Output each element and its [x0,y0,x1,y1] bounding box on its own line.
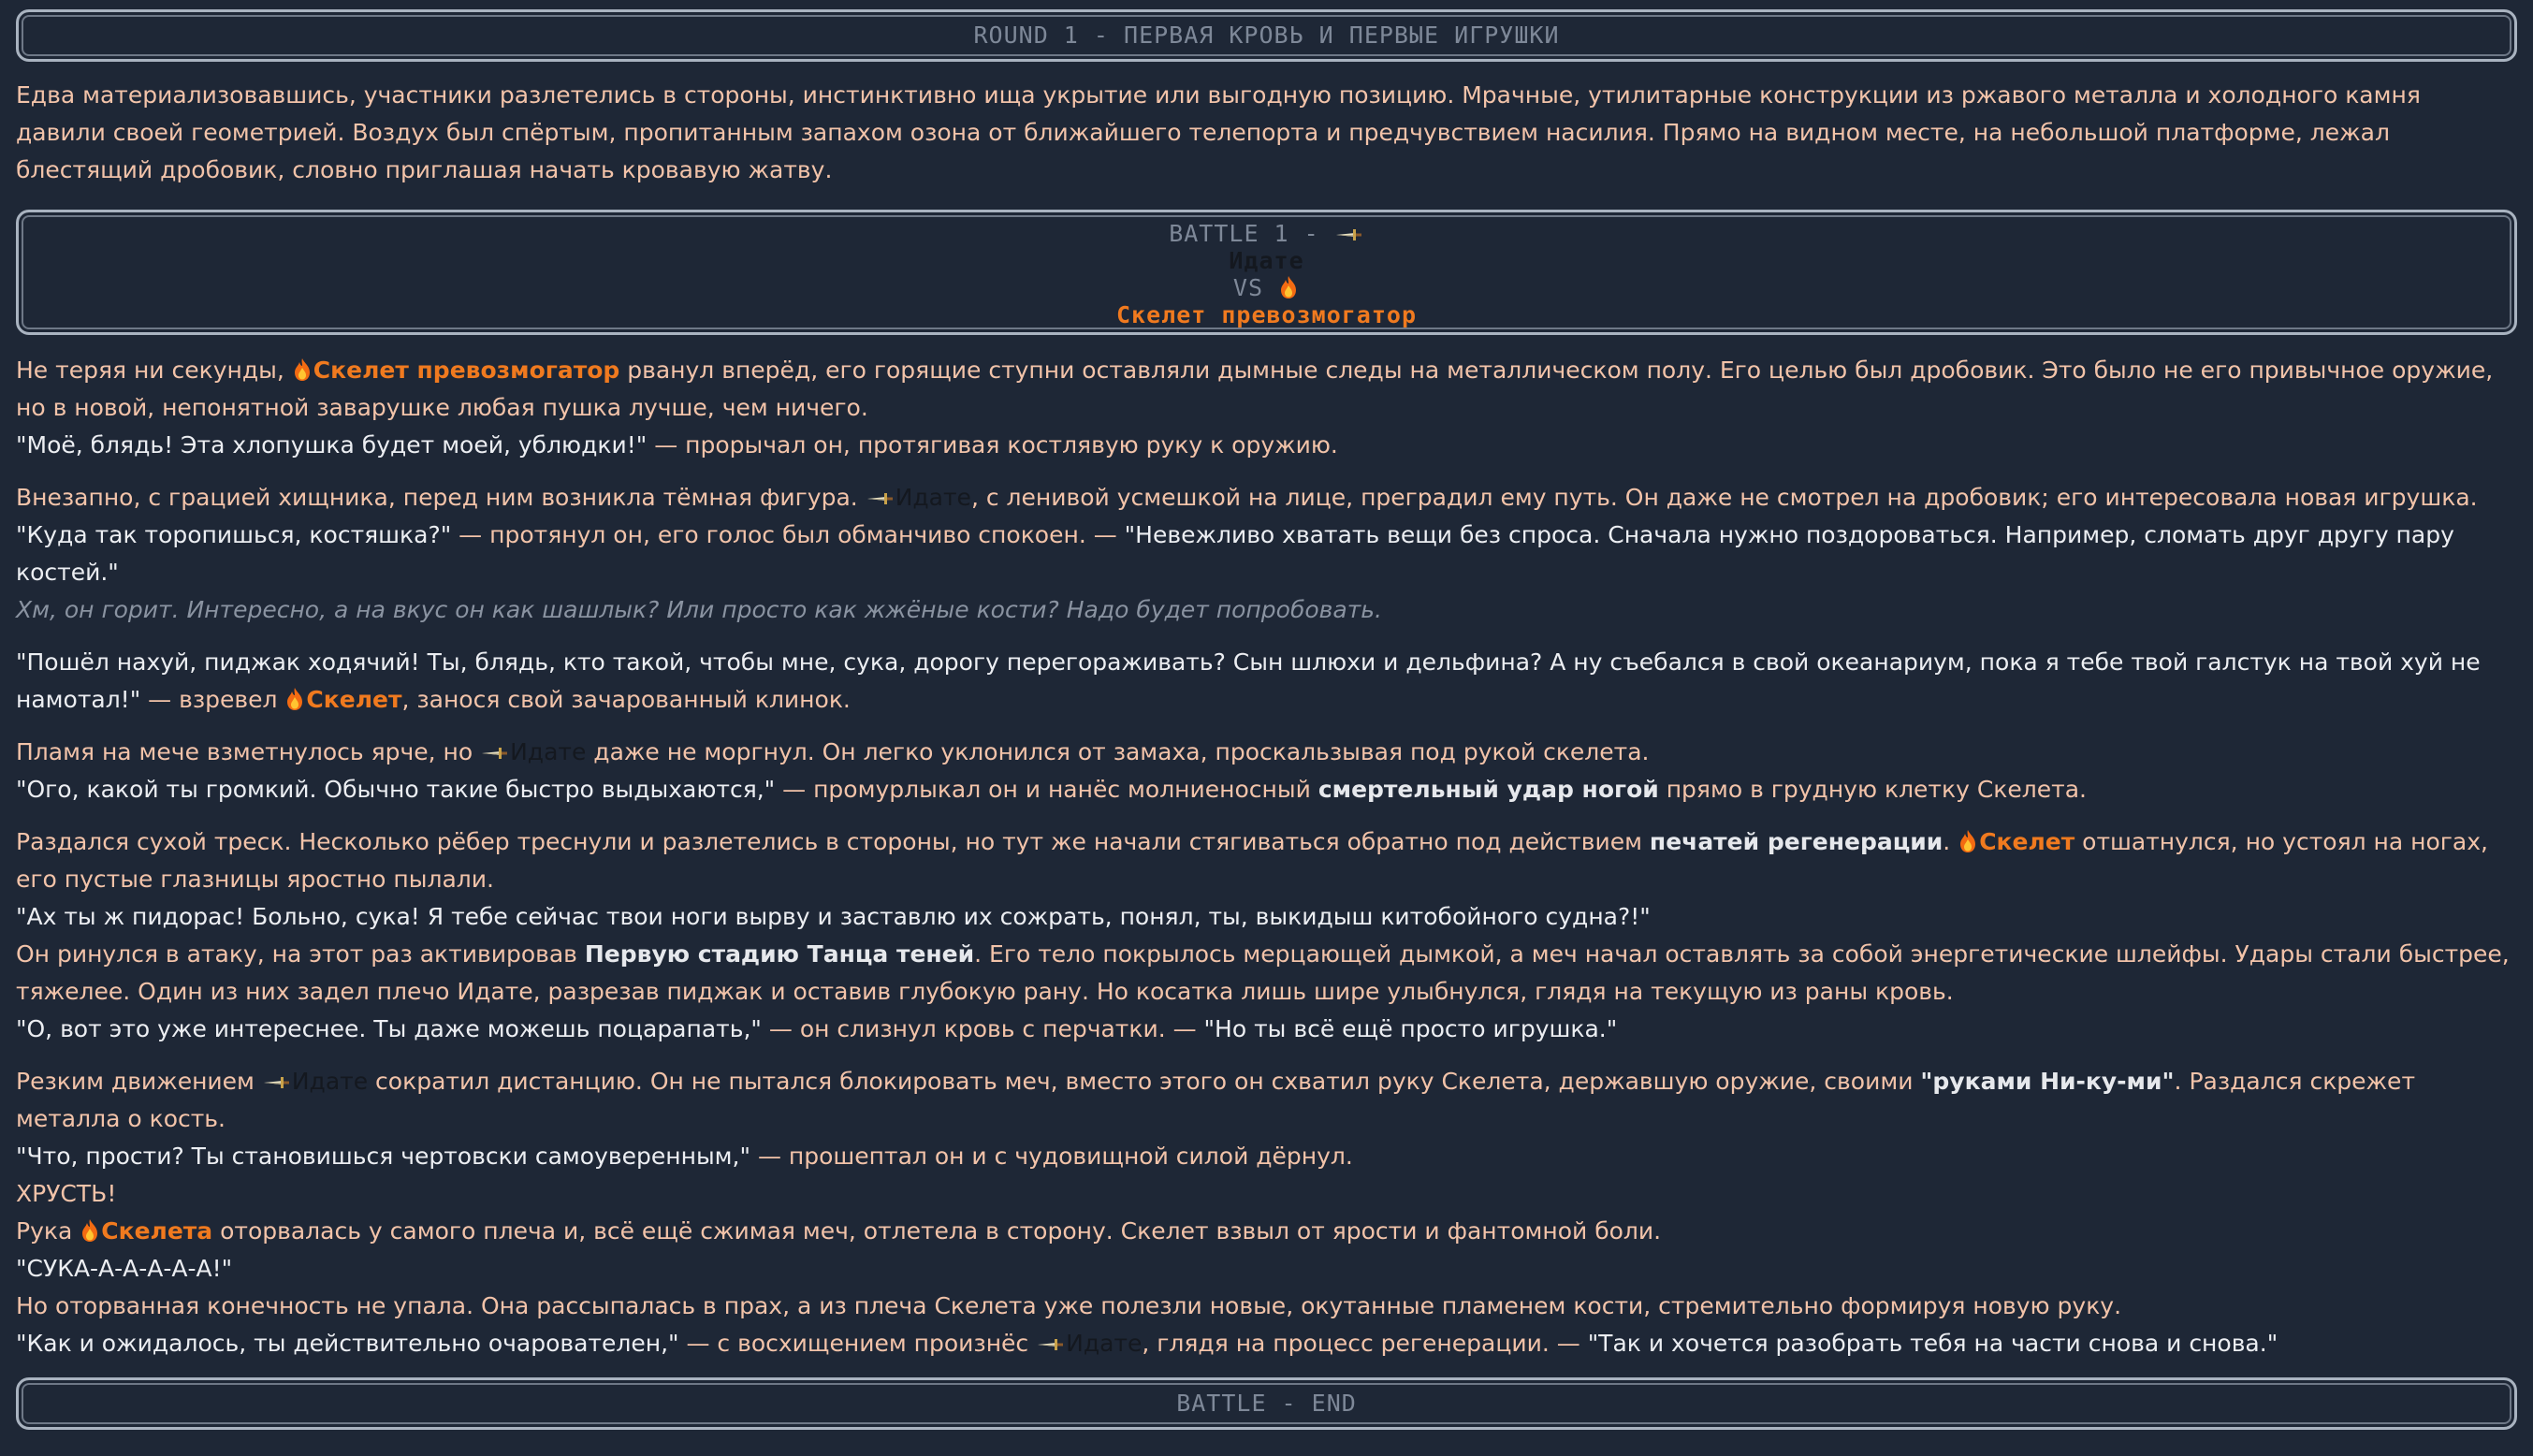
dialogue-quote: "СУКА-А-А-А-А-А!" [16,1255,233,1282]
narration-text: Резким движением [16,1068,262,1095]
character-name-skeleton: Скелет [306,686,402,713]
narration-text: рванул вперёд, его горящие ступни оставляли дымные следы на металлическом полу. Его целью был дробовик. Это было не его привычное оружие, но в новой, непонятной заварушке любая пушка лучше, чем ничего. [16,357,2494,421]
narration-text: Но оторванная конечность не упала. Она рассыпалась в прах, а из плеча Скелета уже полезли новые, окутанные пламенем кости, стремительно формируя новую руку. [16,1292,2122,1319]
story-paragraph [16,479,2517,629]
narration-text: Пламя на мече взметнулось ярче, но [16,738,481,765]
character-name-idate: Идате [1066,1330,1143,1357]
story-paragraph [16,1063,2517,1362]
sword-icon [866,490,894,507]
dialogue-quote: "Так и хочется разобрать тебя на части снова и снова." [1587,1330,2278,1357]
emphasis-text: смертельный удар ногой [1317,776,1659,803]
fire-icon [292,357,313,382]
emphasis-text: печатей регенерации [1649,828,1943,855]
battle-fighter2: Скелет превозмогатор [1115,301,1418,328]
narration-text: . Раздался скрежет металла о кость. [16,1068,2416,1132]
narration-text: — он слизнул кровь с перчатки. — [761,1015,1204,1042]
round-title: ROUND 1 - ПЕРВАЯ КРОВЬ И ПЕРВЫЕ ИГРУШКИ [973,22,1560,49]
character-name-skeleton: Скелета [101,1217,213,1245]
battle-end-title: BATTLE - END [1176,1390,1357,1417]
fire-icon [284,687,305,711]
dialogue-quote: "Моё, блядь! Эта хлопушка будет моей, ублюдки!" [16,431,648,459]
dialogue-quote: "Пошёл нахуй, пиджак ходячий! Ты, блядь, кто такой, чтобы мне, сука, дорогу перегораживать? Сын шлюхи и дельфина? А ну съебался в свой океанариум, пока я тебе твой галстук на твой хуй не намотал!" [16,648,2481,713]
intro-text: Едва материализовавшись, участники разлетелись в стороны, инстинктивно ища укрытие или выгодную позицию. Мрачные, утилитарные конструкции из ржавого металла и холодного камня давили своей геометрией. Воздух был спёртым, пропитанным запахом озона от ближайшего телепорта и предчувствием насилия. Прямо на видном месте, на небольшой платформе, лежал блестящий дробовик, словно приглашая начать кровавую жатву. [16,81,2421,183]
fire-icon [1278,275,1299,299]
narration-text: — протянул он, его голос был обманчиво спокоен. — [451,521,1125,548]
character-name-skeleton: Скелет превозмогатор [313,357,620,384]
dialogue-quote: "Но ты всё ещё просто игрушка." [1203,1015,1618,1042]
narration-text: . [1943,828,1958,855]
emphasis-text: "руками Ни-ку-ми" [1920,1068,2175,1095]
dialogue-quote: "Ого, какой ты громкий. Обычно такие быстро выдыхаются," [16,776,776,803]
narration-text: — прошептал он и с чудовищной силой дёрнул. [750,1143,1353,1170]
narration-text: отшатнулся, но устоял на ногах, его пустые глазницы яростно пылали. [16,828,2488,893]
character-name-skeleton: Скелет [1979,828,2075,855]
narration-text: — промурлыкал он и нанёс молниеносный [775,776,1318,803]
narration-text: оторвалась у самого плеча и, всё ещё сжимая меч, отлетела в сторону. Скелет взвыл от ярости и фантомной боли. [212,1217,1662,1245]
character-name-idate: Идате [291,1068,369,1095]
battle-banner [16,210,2517,335]
battle-end-banner [16,1377,2517,1430]
sword-icon [1334,226,1362,243]
crunch-text: ХРУСТЬ! [16,1180,117,1207]
narration-text: , занося свой зачарованный клинок. [401,686,851,713]
narration-text: — с восхищением произнёс [678,1330,1037,1357]
sword-icon [480,745,508,762]
narration-text: Внезапно, с грацией хищника, перед ним возникла тёмная фигура. [16,484,866,511]
story-paragraph [16,352,2517,464]
fire-icon [1958,829,1978,853]
narration-text: . Его тело покрылось мерцающей дымкой, а меч начал оставлять за собой энергетические шлейфы. Удары стали быстрее, тяжелее. Один из них задел плечо Идате, разрезав пиджак и оставив глубокую рану. Но косатка лишь шире улыбнулся, глядя на текущую из раны кровь. [16,940,2510,1005]
sword-icon [1036,1336,1064,1353]
narration-text: сократил дистанцию. Он не пытался блокировать меч, вместо этого он схватил руку Скелета, державшую оружие, своими [368,1068,1921,1095]
round-banner [16,9,2517,62]
fire-icon [80,1218,100,1243]
narration-text: Рука [16,1217,80,1245]
narration-text: даже не моргнул. Он легко уклонился от замаха, проскальзывая под рукой скелета. [586,738,1650,765]
dialogue-quote: "Что, прости? Ты становишься чертовски самоуверенным," [16,1143,750,1170]
narration-text: Не теряя ни секунды, [16,357,292,384]
emphasis-text: Первую стадию Танца теней [584,940,975,968]
dialogue-quote: "Как и ожидалось, ты действительно очарователен," [16,1330,679,1357]
story-paragraph [16,644,2517,719]
story-paragraph [16,734,2517,808]
narration-text: , с ленивой усмешкой на лице, преградил ему путь. Он даже не смотрел на дробовик; его интересовала новая игрушка. [970,484,2478,511]
battle-vs: VS [1232,274,1264,301]
narration-text: Раздался сухой треск. Несколько рёбер треснули и разлетелись в стороны, но тут же начали стягиваться обратно под действием [16,828,1650,855]
dialogue-quote: "Невежливо хватать вещи без спроса. Сначала нужно поздороваться. Например, сломать друг другу пару костей." [16,521,2454,586]
character-name-idate: Идате [510,738,587,765]
narration-text: прямо в грудную клетку Скелета. [1658,776,2087,803]
narration-text: — прорычал он, протягивая костлявую руку к оружию. [647,431,1338,459]
sword-icon [262,1074,290,1091]
story-paragraph [16,823,2517,1048]
battle-fighter1: Идате [1229,247,1304,274]
intro-paragraph [16,77,2517,189]
dialogue-quote: "О, вот это уже интереснее. Ты даже можешь поцарапать," [16,1015,762,1042]
inner-thought: Хм, он горит. Интересно, а на вкус он как шашлык? Или просто как жжёные кости? Надо будет попробовать. [16,596,1382,623]
narration-text: — взревел [140,686,285,713]
dialogue-quote: "Ах ты ж пидорас! Больно, сука! Я тебе сейчас твои ноги вырву и заставлю их сожрать, понял, ты, выкидыш китобойного судна?!" [16,903,1651,930]
battle-prefix: BATTLE 1 - [1169,220,1319,247]
narration-text: Он ринулся в атаку, на этот раз активировав [16,940,585,968]
narration-text: , глядя на процесс регенерации. — [1142,1330,1588,1357]
character-name-idate: Идате [895,484,971,511]
dialogue-quote: "Куда так торопишься, костяшка?" [16,521,452,548]
